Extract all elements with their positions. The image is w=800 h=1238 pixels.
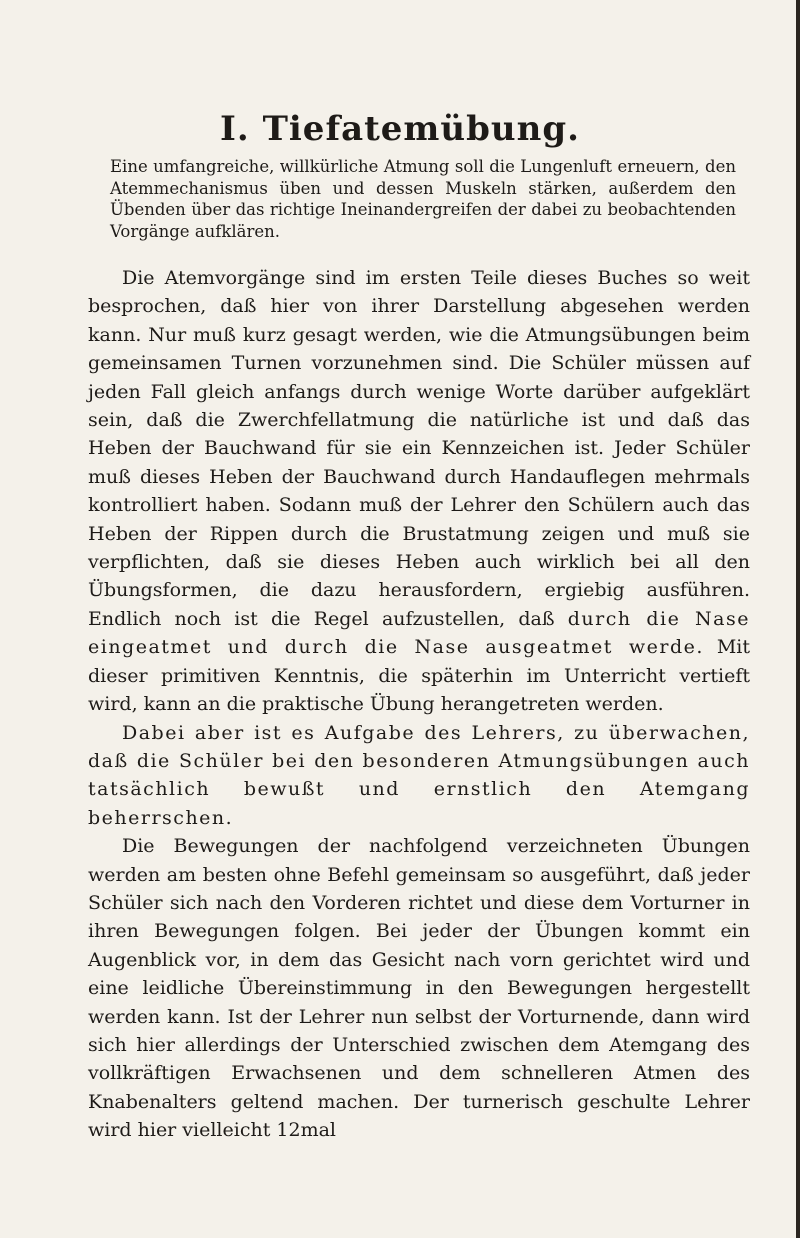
page-edge [796, 0, 800, 1238]
intro-paragraph: Eine umfangreiche, willkürliche Atmung soll die Lungenluft erneuern, den Atemmechanismus üben und dessen Muskeln stärken, außerdem den Übenden über das richtige Ineinandergreifen der dabei zu beobachtenden Vorgänge aufklären. [110, 157, 736, 241]
paragraph-1-text: Die Atemvorgänge sind im ersten Teile dieses Buches so weit besprochen, daß hier von ihrer Darstellung abgesehen werden kann. Nur muß kurz gesagt werden, wie die Atmungsübungen beim gemeinsamen Turnen vorzunehmen sind. Die Schüler müssen auf jeden Fall gleich anfangs durch wenige Worte darüber aufgeklärt sein, daß die Zwerchfellatmung die natürliche ist und daß das Heben der Bauchwand für sie ein Kennzeichen ist. Jeder Schüler muß dieses Heben der Bauchwand durch Handauflegen mehrmals kontrolliert haben. Sodann muß der Lehrer den Schülern auch das Heben der Rippen durch die Brustatmung zeigen und muß sie verpflichten, daß sie dieses Heben auch wirklich bei all den Übungsformen, die dazu herausfordern, ergiebig ausführen. Endlich noch ist die Regel aufzustellen, daß [88, 267, 750, 630]
spaced-emphasis: durch die Nase eingeatmet und durch die Nase ausgeatmet werde [88, 607, 750, 659]
paragraph-2: Dabei aber ist es Aufgabe des Lehrers, zu überwachen, daß die Schüler bei den besonderen Atmungsübungen auch tatsächlich bewußt und ernstlich den Atemgang beherrschen. [88, 721, 750, 829]
body-text [88, 264, 750, 1145]
paragraph-3: Die Bewegungen der nachfolgend verzeichneten Übungen werden am besten ohne Befehl gemeinsam so ausgeführt, daß jeder Schüler sich nach den Vorderen richtet und diese dem Vorturner in ihren Bewegungen folgen. Bei jeder der Übungen kommt ein Augenblick vor, in dem das Gesicht nach vorn gerichtet wird und eine leidliche Übereinstimmung in den Bewegungen hergestellt werden kann. Ist der Lehrer nun selbst der Vorturnende, dann wird sich hier allerdings der Unterschied zwischen dem Atemgang des vollkräftigen Erwachsenen und dem schnelleren Atmen des Knabenalters geltend machen. Der turnerisch geschulte Lehrer wird hier vielleicht 12mal [88, 835, 750, 1142]
paragraph-1-end: . Mit dieser primitiven Kenntnis, die späterhin im Unterricht vertieft wird, kann an die praktische Übung herangetreten werden. [88, 636, 750, 716]
page-title: I. Tiefatemübung. [220, 108, 580, 149]
paragraph-1 [88, 264, 750, 719]
